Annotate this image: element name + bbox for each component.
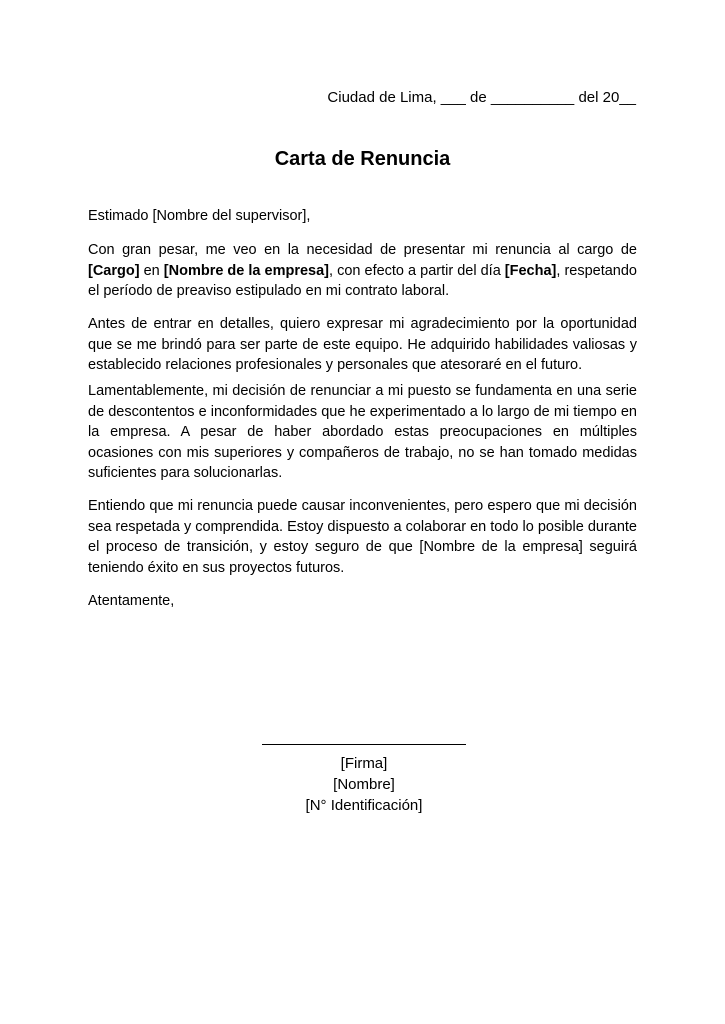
date-line: Ciudad de Lima, ___ de __________ del 20__ (327, 89, 636, 106)
paragraph-1-text-c: , con efecto a partir del día (329, 262, 505, 279)
paragraph-4: Entiendo que mi renuncia puede causar inconvenientes, pero espero que mi decisión sea respetada y comprendida. Estoy dispuesto a colaborar en todo lo posible durante el proceso de transición, y estoy seguro de que [Nombre de la empresa] seguirá teniendo éxito en sus proyectos futuros. (88, 498, 637, 576)
paragraph-1-text-b: en (139, 262, 164, 279)
signature-identificacion: [N° Identificación] (305, 797, 423, 814)
signature-firma: [Firma] (340, 755, 388, 772)
signature-line (262, 744, 466, 745)
letter-title: Carta de Renuncia (274, 148, 451, 170)
signature-nombre: [Nombre] (333, 776, 395, 793)
fecha-placeholder: [Fecha] (504, 262, 557, 279)
cargo-placeholder: [Cargo] (88, 262, 140, 279)
paragraph-2: Antes de entrar en detalles, quiero expresar mi agradecimiento por la oportunidad que se me brindó para ser parte de este equipo. He adquirido habilidades valiosas y establecido relaciones profesionales y personales que atesoraré en el futuro. (88, 316, 637, 373)
salutation: Estimado [Nombre del supervisor], (88, 208, 311, 224)
signature-block (262, 730, 466, 816)
paragraph-1 (88, 240, 637, 302)
empresa-placeholder: [Nombre de la empresa] (163, 262, 330, 279)
paragraph-1-text-a: Con gran pesar, me veo en la necesidad de presentar mi renuncia al cargo de (88, 242, 637, 258)
paragraph-1-text-d: , respetando el período de preaviso estipulado en mi contrato laboral. (88, 262, 637, 299)
paragraph-3: Lamentablemente, mi decisión de renunciar a mi puesto se fundamenta en una serie de descontentos e inconformidades que he experimentado a lo largo de mi tiempo en la empresa. A pesar de haber abordado estas preocupaciones en múltiples ocasiones con mis superiores y compañeros de trabajo, no se han tomado medidas suficientes para solucionarlas. (88, 383, 637, 481)
closing: Atentamente, (88, 593, 175, 609)
